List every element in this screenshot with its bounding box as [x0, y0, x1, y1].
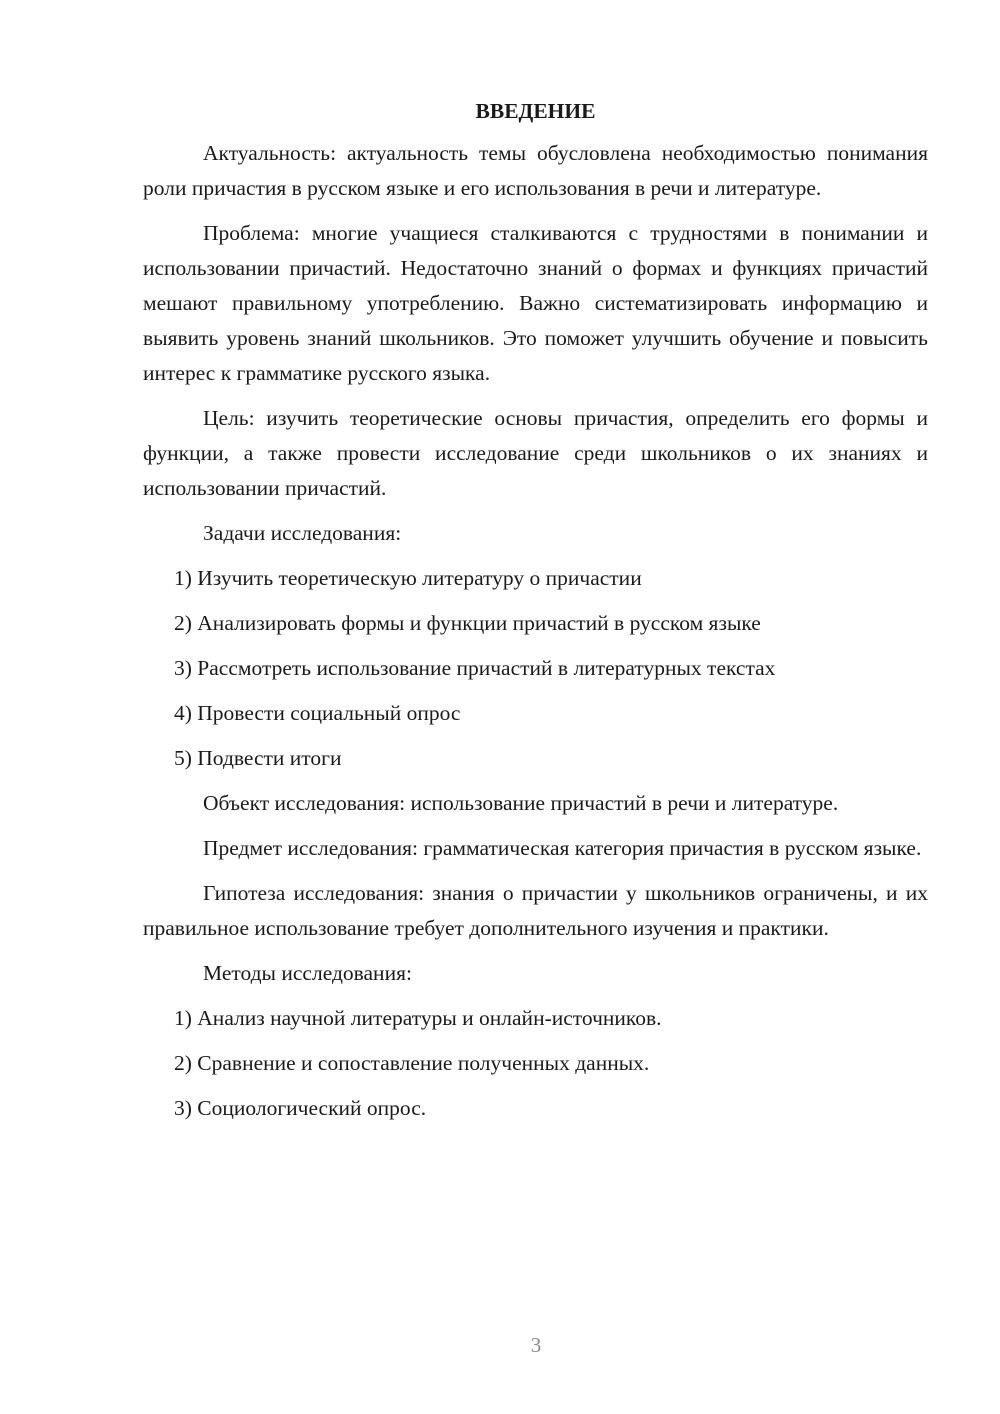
page-title: ВВЕДЕНИЕ: [475, 99, 596, 123]
relevance-paragraph: Актуальность: актуальность темы обусловлена необходимостью понимания роли причастия в русском языке и его использования в речи и литературе.: [143, 141, 928, 200]
list-item: 1) Анализ научной литературы и онлайн-источников.: [174, 1006, 662, 1030]
page-number: 3: [530, 1333, 542, 1357]
list-item: 3) Рассмотреть использование причастий в литературных текстах: [174, 656, 776, 680]
subject-paragraph: Предмет исследования: грамматическая категория причастия в русском языке.: [203, 836, 922, 860]
goal-paragraph: Цель: изучить теоретические основы причастия, определить его формы и функции, а также провести исследование среди школьников о их знаниях и использовании причастий.: [143, 406, 928, 500]
hypothesis-paragraph: Гипотеза исследования: знания о причастии у школьников ограничены, и их правильное использование требует дополнительного изучения и практики.: [143, 881, 928, 940]
document-page: [143, 96, 928, 1136]
tasks-heading: Задачи исследования:: [203, 521, 402, 545]
methods-heading: Методы исследования:: [203, 961, 412, 985]
tasks-list: [143, 561, 928, 776]
methods-list: [143, 1001, 928, 1126]
list-item: 5) Подвести итоги: [174, 746, 342, 770]
list-item: 4) Провести социальный опрос: [174, 701, 461, 725]
list-item: 2) Анализировать формы и функции причастий в русском языке: [174, 611, 761, 635]
list-item: 2) Сравнение и сопоставление полученных данных.: [174, 1051, 650, 1075]
list-item: 3) Социологический опрос.: [174, 1096, 427, 1120]
problem-paragraph: Проблема: многие учащиеся сталкиваются с трудностями в понимании и использовании причастий. Недостаточно знаний о формах и функциях причастий мешают правильному употреблению. Важно систематизировать информацию и выявить уровень знаний школьников. Это поможет улучшить обучение и повысить интерес к грамматике русского языка.: [143, 221, 928, 385]
list-item: 1) Изучить теоретическую литературу о причастии: [174, 566, 642, 590]
object-paragraph: Объект исследования: использование причастий в речи и литературе.: [203, 791, 839, 815]
